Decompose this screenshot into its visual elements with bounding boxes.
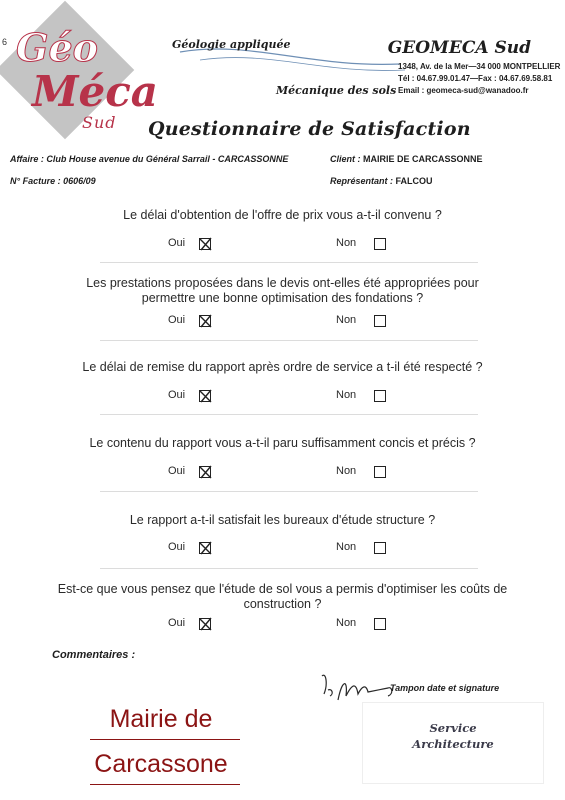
question-line: construction ? xyxy=(243,597,322,611)
oui-label: Oui xyxy=(168,541,186,553)
question-separator xyxy=(100,262,478,263)
question-text xyxy=(0,582,565,612)
oui-checkbox[interactable] xyxy=(199,466,211,478)
company-name: GEOMECA Sud xyxy=(387,38,531,58)
non-checkbox[interactable] xyxy=(374,618,386,630)
oui-label: Oui xyxy=(168,389,186,401)
facture-value: 0606/09 xyxy=(63,176,96,186)
question-separator xyxy=(100,491,478,492)
check-mark-icon xyxy=(198,616,214,632)
question-text xyxy=(0,436,565,451)
non-label: Non xyxy=(336,465,357,477)
page-title: Questionnaire de Satisfaction xyxy=(148,118,471,140)
oui-label: Oui xyxy=(168,314,186,326)
oui-checkbox[interactable] xyxy=(199,618,211,630)
question-text xyxy=(0,276,565,306)
mairie-underline-2 xyxy=(90,784,240,785)
stamp-text-architecture: Architecture xyxy=(412,737,494,751)
page-mark: 6 xyxy=(2,37,8,47)
question-separator xyxy=(100,414,478,415)
oui-checkbox[interactable] xyxy=(199,315,211,327)
handwritten-signature xyxy=(318,670,398,706)
check-mark-icon xyxy=(198,313,214,329)
official-stamp xyxy=(362,702,544,784)
non-checkbox[interactable] xyxy=(374,315,386,327)
facture-field xyxy=(10,176,96,186)
question-line: Le délai d'obtention de l'offre de prix vous a-t-il convenu ? xyxy=(123,208,442,222)
question-text xyxy=(0,208,565,223)
non-label: Non xyxy=(336,541,357,553)
question-line: permettre une bonne optimisation des fondations ? xyxy=(141,291,424,305)
question-text xyxy=(0,360,565,375)
affaire-value: Club House avenue du Général Sarrail - CARCASSONNE xyxy=(46,154,289,164)
oui-checkbox[interactable] xyxy=(199,238,211,250)
check-mark-icon xyxy=(198,540,214,556)
question-separator xyxy=(100,568,478,569)
question-line: Le délai de remise du rapport après ordre de service a t-il été respecté ? xyxy=(82,360,483,374)
oui-label: Oui xyxy=(168,617,186,629)
oui-label: Oui xyxy=(168,465,186,477)
check-mark-icon xyxy=(198,464,214,480)
logo-text-sud: Sud xyxy=(82,113,117,132)
non-label: Non xyxy=(336,314,357,326)
non-checkbox[interactable] xyxy=(374,238,386,250)
oui-label: Oui xyxy=(168,237,186,249)
non-checkbox[interactable] xyxy=(374,390,386,402)
logo-text-geo: Géo xyxy=(16,25,98,70)
mairie-underline-1 xyxy=(90,739,240,740)
affaire-field xyxy=(10,154,288,164)
oui-checkbox[interactable] xyxy=(199,542,211,554)
question-line: Les prestations proposées dans le devis ont-elles été appropriées pour xyxy=(86,276,479,290)
question-line: Le contenu du rapport vous a-t-il paru suffisamment concis et précis ? xyxy=(89,436,476,450)
non-label: Non xyxy=(336,389,357,401)
question-separator xyxy=(100,340,478,341)
company-logo xyxy=(2,15,158,133)
client-value: MAIRIE DE CARCASSONNE xyxy=(363,154,483,164)
non-checkbox[interactable] xyxy=(374,542,386,554)
comments-label: Commentaires : xyxy=(52,649,136,661)
non-label: Non xyxy=(336,617,357,629)
handwritten-mairie-line1: Mairie de xyxy=(109,705,213,733)
tagline-mechanics: Mécanique des sols xyxy=(276,84,397,97)
client-field xyxy=(330,154,483,164)
check-mark-icon xyxy=(198,236,214,252)
company-email: Email : geomeca-sud@wanadoo.fr xyxy=(398,86,529,95)
stamp-date-signature-label: Tampon date et signature xyxy=(390,683,500,693)
oui-checkbox[interactable] xyxy=(199,390,211,402)
representant-value: FALCOU xyxy=(395,176,433,186)
non-checkbox[interactable] xyxy=(374,466,386,478)
non-label: Non xyxy=(336,237,357,249)
stamp-text-service: Service xyxy=(429,721,477,735)
tagline-geology: Géologie appliquée xyxy=(172,38,291,51)
company-phone-fax: Tél : 04.67.99.01.47—Fax : 04.67.69.58.81 xyxy=(398,74,553,83)
question-text xyxy=(0,513,565,528)
handwritten-mairie-line2: Carcassone xyxy=(94,750,228,778)
client-label: Client : xyxy=(330,154,361,164)
logo-text-meca: Méca xyxy=(32,67,158,116)
check-mark-icon xyxy=(198,388,214,404)
question-line: Le rapport a-t-il satisfait les bureaux d'étude structure ? xyxy=(129,513,436,527)
representant-label: Représentant : xyxy=(330,176,394,186)
affaire-label: Affaire : xyxy=(10,154,44,164)
company-address: 1348, Av. de la Mer—34 000 MONTPELLIER xyxy=(398,62,561,71)
facture-label: N° Facture : xyxy=(10,176,61,186)
representant-field xyxy=(330,176,433,186)
question-line: Est-ce que vous pensez que l'étude de sol vous a permis d'optimiser les coûts de xyxy=(57,582,508,596)
